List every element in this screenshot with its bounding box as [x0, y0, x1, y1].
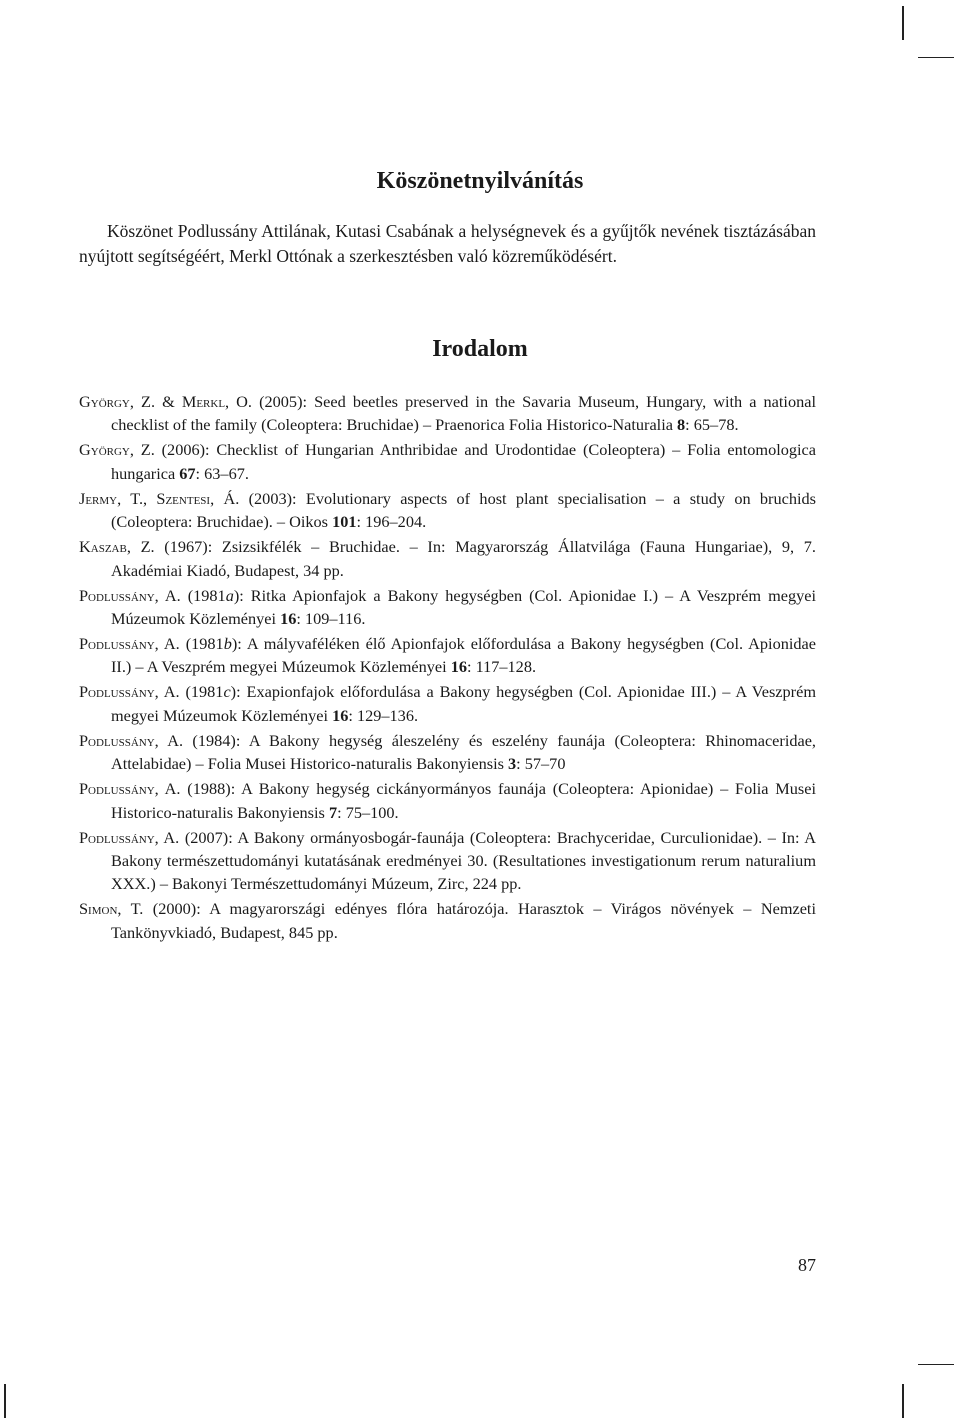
reference-authors: Podlussány, A. — [79, 634, 180, 654]
reference-pages: : 63–67. — [195, 463, 249, 483]
reference-year-close: ) — [231, 634, 238, 654]
reference-year: (2003) — [248, 488, 293, 508]
reference-pages: : 196–204. — [356, 512, 427, 532]
reference-year: (2000) — [152, 899, 197, 919]
reference-pages: : 65–78. — [685, 415, 739, 435]
reference-pages: : 57–70 — [516, 754, 566, 774]
reference-text: : Seed beetles preserved in the Savaria Museum, Hungary, with a national checklist of the family (Coleoptera: Bruchidae) – Praenorica Folia Historico-Naturalia — [111, 392, 816, 435]
reference-year-suffix: b — [223, 634, 232, 654]
crop-mark-top — [902, 6, 904, 40]
reference-year: (1967) — [164, 537, 208, 557]
reference-entry — [79, 680, 816, 727]
reference-authors: Podlussány, A. — [79, 585, 181, 605]
reference-volume: 101 — [332, 512, 357, 532]
reference-text: : Exapionfajok előfordulása a Bakony hegységben (Col. Apionidae III.) – A Veszprém megyei Múzeumok Közleményei — [111, 682, 816, 725]
reference-year: (2007) — [184, 827, 229, 847]
reference-volume: 7 — [328, 802, 338, 822]
literature-title: Irodalom — [432, 336, 528, 362]
reference-volume: 16 — [450, 657, 467, 677]
reference-pages: : 75–100. — [337, 802, 399, 822]
reference-authors: Jermy, T., Szentesi, Á. — [79, 488, 240, 508]
reference-year: (1981 — [185, 682, 224, 702]
reference-volume: 16 — [332, 705, 349, 725]
reference-volume: 3 — [508, 754, 517, 774]
reference-text: : A magyarországi edényes flóra határozója. Harasztok – Virágos növények – Nemzeti Tankönyvkiadó, Budapest, 845 pp. — [111, 899, 816, 942]
reference-volume: 16 — [280, 609, 297, 629]
reference-authors: György, Z. — [79, 440, 155, 460]
reference-entry — [79, 584, 816, 631]
reference-pages: : 129–136. — [348, 705, 419, 725]
reference-text: : A Bakony hegység cickányormányos faunája (Coleoptera: Apionidae) – Folia Musei Historico-naturalis Bakonyiensis — [111, 779, 816, 822]
reference-entry — [79, 487, 816, 534]
reference-authors: Simon, T. — [79, 899, 144, 919]
reference-text: : Checklist of Hungarian Anthribidae and Urodontidae (Coleoptera) – Folia entomologica hungarica — [111, 440, 816, 483]
reference-year-close: ) — [233, 585, 240, 605]
reference-year: (1981 — [187, 585, 226, 605]
reference-volume: 8 — [677, 415, 686, 435]
reference-year: (2006) — [161, 440, 206, 460]
crop-mark-bottom-right — [918, 1364, 954, 1365]
reference-year: (1984) — [192, 730, 236, 750]
reference-list — [79, 390, 816, 946]
crop-mark-bottom — [902, 1384, 904, 1418]
reference-entry — [79, 729, 816, 776]
crop-mark-bottom-left — [4, 1384, 6, 1418]
reference-year: (2005) — [259, 392, 303, 411]
reference-year-suffix: c — [223, 682, 231, 702]
acknowledgement-title: Köszönetnyilvánítás — [376, 168, 584, 194]
acknowledgement-body: Köszönet Podlussány Attilának, Kutasi Csabának a helységnevek és a gyűjtők nevének tisztázásában nyújtott segítségéért, Merkl Ottónak a szerkesztésben való közreműködésért. — [79, 221, 816, 266]
reference-authors: Kaszab, Z. — [79, 537, 155, 557]
reference-pages: : 109–116. — [296, 609, 366, 629]
reference-entry — [79, 897, 816, 944]
reference-year-suffix: a — [225, 585, 234, 605]
reference-text: : A mályvaféléken élő Apionfajok előfordulása a Bakony hegységben (Col. Apionidae II.) – A Veszprém megyei Múzeumok Közleményei — [111, 634, 816, 677]
reference-text: : Ritka Apionfajok a Bakony hegységben (Col. Apionidae I.) – A Veszprém megyei Múzeumok Közleményei — [111, 585, 816, 629]
page-number: 87 — [798, 1255, 816, 1275]
reference-pages: : 117–128. — [466, 657, 537, 677]
reference-year: (1981 — [185, 634, 224, 654]
reference-entry — [79, 826, 816, 896]
reference-year-close: ) — [230, 682, 237, 702]
reference-authors: Podlussány, A. — [79, 682, 180, 702]
reference-entry — [79, 632, 816, 679]
reference-authors: Podlussány, A. — [79, 779, 181, 799]
reference-year: (1988) — [187, 779, 231, 799]
reference-volume: 67 — [179, 463, 196, 483]
reference-entry — [79, 777, 816, 824]
reference-text: : A Bakony hegység áleszelény és eszelény faunája (Coleoptera: Rhinomaceridae, Attelabidae) – Folia Musei Historico-naturalis Bakonyiensis — [111, 730, 817, 774]
reference-entry — [79, 438, 816, 485]
reference-entry — [79, 390, 816, 437]
reference-authors: Podlussány, A. — [79, 730, 184, 750]
reference-text: : Evolutionary aspects of host plant specialisation – a study on bruchids (Coleoptera: Bruchidae). – Oikos — [111, 488, 816, 532]
reference-entry — [79, 535, 816, 582]
crop-mark-top-right — [918, 57, 954, 58]
reference-authors: György, Z. & Merkl, O. — [79, 392, 253, 411]
reference-text: : A Bakony ormányosbogár-faunája (Coleoptera: Brachyceridae, Curculionidae). – In: A Bakony természettudományi kutatásának eredményei 30. (Resultationes investigationum rerum naturalium XXX.) – Bakonyi Természettudományi Múzeum, Zirc, 224 pp. — [111, 827, 817, 894]
reference-text: : Zsizsikfélék – Bruchidae. – In: Magyarország Állatvilága (Fauna Hungariae), 9, 7. Akadémiai Kiadó, Budapest, 34 pp. — [111, 537, 816, 580]
reference-authors: Podlussány, A. — [79, 827, 180, 847]
